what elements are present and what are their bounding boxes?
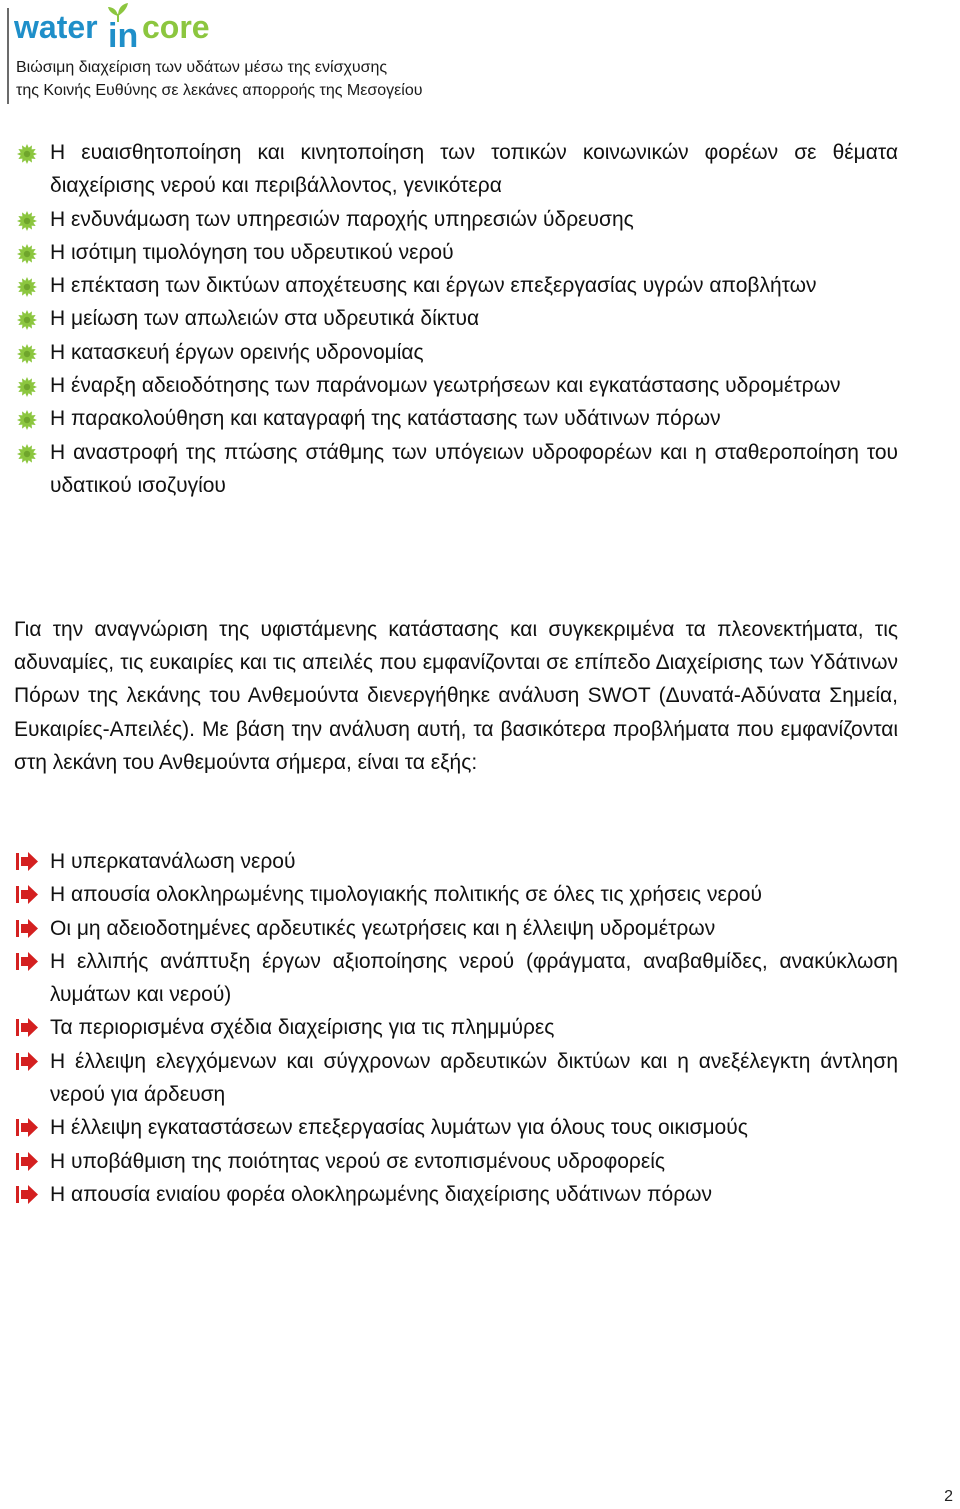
- list-item: [14, 878, 898, 911]
- list-item-text: Η υποβάθμιση της ποιότητας νερού σε εντοπισμένους υδροφορείς: [50, 1149, 665, 1173]
- list-item-text: Η ενδυνάμωση των υπηρεσιών παροχής υπηρεσιών ύδρευσης: [50, 207, 634, 231]
- list-item: [14, 945, 898, 1012]
- list-item: [14, 1111, 898, 1144]
- logo-core: core: [142, 9, 210, 45]
- list-item-text: Η απουσία ενιαίου φορέα ολοκληρωμένης διαχείρισης υδάτινων πόρων: [50, 1182, 713, 1206]
- logo-water: water: [14, 9, 98, 45]
- logo-graphic: [14, 2, 228, 56]
- list-item: [14, 369, 898, 402]
- list-item: [14, 1045, 898, 1112]
- waterincore-logo: [14, 2, 228, 56]
- green-bullet-icon: [15, 309, 39, 331]
- list-item-text: Η παρακολούθηση και καταγραφή της κατάστασης των υδάτινων πόρων: [50, 407, 721, 431]
- red-arrow-icon: [15, 1117, 39, 1139]
- list-item: [14, 1011, 898, 1044]
- list-item-text: Η ευαισθητοποίηση και κινητοποίηση των τοπικών κοινωνικών φορέων σε θέματα διαχείρισης νερού και περιβάλλοντος, γενικότερα: [50, 141, 898, 198]
- list-item: [14, 236, 898, 269]
- header-tagline: [16, 56, 422, 102]
- list-item-text: Η έναρξη αδειοδότησης των παράνομων γεωτρήσεων και εγκατάστασης υδρομέτρων: [50, 374, 841, 398]
- list-item: [14, 269, 898, 302]
- list-item-text: Η κατασκευή έργων ορεινής υδρονομίας: [50, 340, 424, 364]
- header-divider: [7, 8, 9, 104]
- list-item-text: Η ισότιμη τιμολόγηση του υδρευτικού νερού: [50, 240, 454, 264]
- red-arrow-icon: [15, 918, 39, 940]
- green-bullet-icon: [15, 409, 39, 431]
- green-bullet-icon: [15, 243, 39, 265]
- list-item-text: Η απουσία ολοκληρωμένης τιμολογιακής πολιτικής σε όλες τις χρήσεις νερού: [50, 883, 762, 907]
- red-arrow-icon: [15, 1017, 39, 1039]
- list-item: [14, 1145, 898, 1178]
- list-item: [14, 136, 898, 203]
- list-item-text: Η έλλειψη ελεγχόμενων και σύγχρονων αρδευτικών δικτύων και η ανεξέλεγκτη άντληση νερού για άρδευση: [50, 1049, 898, 1107]
- goals-list: [14, 136, 898, 502]
- list-item-text: Η ελλιπής ανάπτυξη έργων αξιοποίησης νερού (φράγματα, αναβαθμίδες, ανακύκλωση λυμάτων και νερού): [50, 949, 898, 1007]
- list-item-text: Η μείωση των απωλειών στα υδρευτικά δίκτυα: [50, 307, 480, 331]
- page-header: [0, 0, 960, 110]
- red-arrow-icon: [15, 951, 39, 973]
- list-item-text: Η επέκταση των δικτύων αποχέτευσης και έργων επεξεργασίας υγρών αποβλήτων: [50, 274, 817, 298]
- list-item: [14, 203, 898, 236]
- red-arrow-icon: [15, 884, 39, 906]
- list-item: [14, 302, 898, 335]
- tagline-line-2: της Κοινής Ευθύνης σε λεκάνες απορροής της Μεσογείου: [16, 82, 423, 99]
- list-item: [14, 436, 898, 503]
- page-number: 2: [944, 1488, 953, 1505]
- list-item: [14, 336, 898, 369]
- tagline-line-1: Βιώσιμη διαχείριση των υδάτων μέσω της ενίσχυσης: [16, 59, 388, 76]
- swot-paragraph: Για την αναγνώριση της υφιστάμενης κατάστασης και συγκεκριμένα τα πλεονεκτήματα, τις αδυναμίες, τις ευκαιρίες και τις απειλές που εμφανίζονται σε επίπεδο Διαχείρισης των Υδάτινων Πόρων της λεκάνης του Ανθεμούντα διενεργήθηκε ανάλυση SWOT (Δυνατά-Αδύνατα Σημεία, Ευκαιρίες-Απειλές). Με βάση την ανάλυση αυτή, τα βασικότερα προβλήματα που εμφανίζονται στη λεκάνη του Ανθεμούντα σήμερα, είναι τα εξής:: [14, 618, 898, 774]
- green-bullet-icon: [15, 376, 39, 398]
- green-bullet-icon: [15, 443, 39, 465]
- red-arrow-icon: [15, 1151, 39, 1173]
- list-item: [14, 912, 898, 945]
- list-item: [14, 402, 898, 435]
- red-arrow-icon: [15, 851, 39, 873]
- list-item-text: Η αναστροφή της πτώσης στάθμης των υπόγειων υδροφορέων και η σταθεροποίηση του υδατικού ισοζυγίου: [50, 440, 898, 497]
- list-item: [14, 845, 898, 878]
- list-item-text: Η έλλειψη εγκαταστάσεων επεξεργασίας λυμάτων για όλους τους οικισμούς: [50, 1116, 748, 1140]
- red-arrow-icon: [15, 1184, 39, 1206]
- list-item: [14, 1178, 898, 1211]
- green-bullet-icon: [15, 143, 39, 165]
- red-arrow-icon: [15, 1051, 39, 1073]
- problems-list: [14, 845, 898, 1211]
- green-bullet-icon: [15, 210, 39, 232]
- list-item-text: Η υπερκατανάλωση νερού: [50, 850, 296, 873]
- list-item-text: Οι μη αδειοδοτημένες αρδευτικές γεωτρήσεις και η έλλειψη υδρομέτρων: [50, 916, 716, 940]
- green-bullet-icon: [15, 276, 39, 298]
- green-bullet-icon: [15, 343, 39, 365]
- list-item-text: Τα περιορισμένα σχέδια διαχείρισης για τις πλημμύρες: [50, 1016, 555, 1040]
- logo-in: in: [108, 17, 139, 55]
